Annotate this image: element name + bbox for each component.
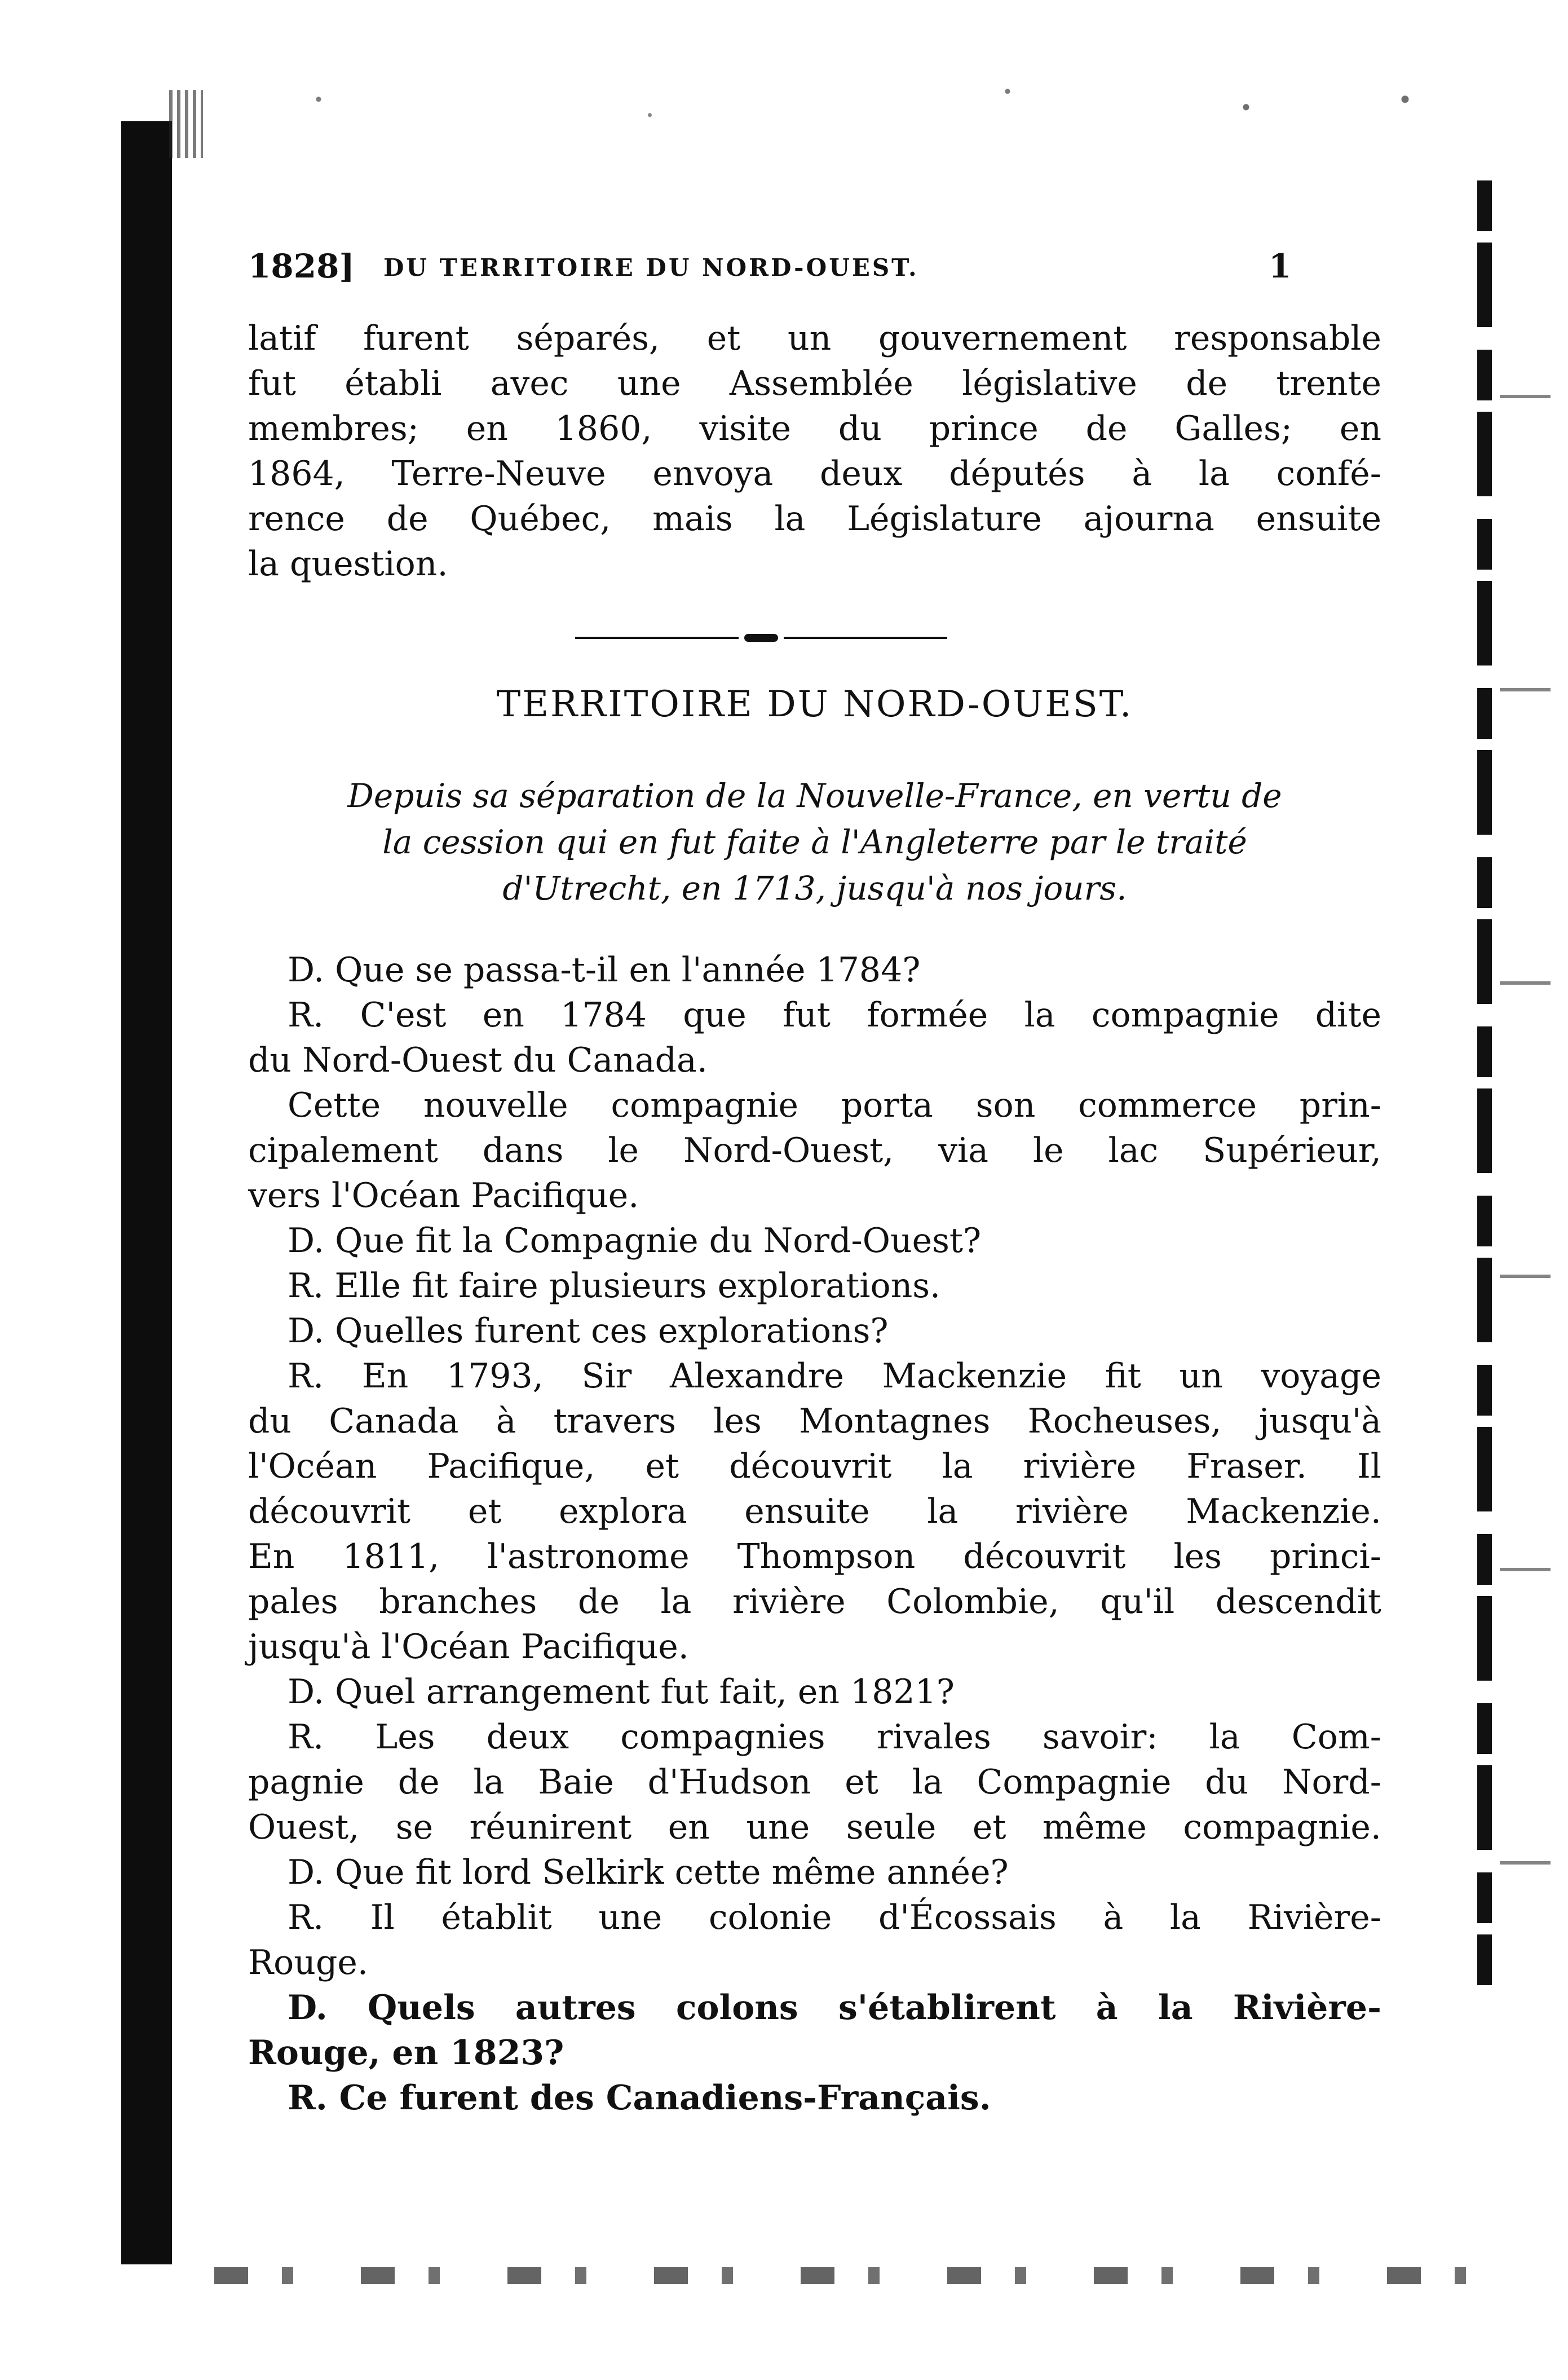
text-line: cipalement dans le Nord-Ouest, via le lac Supérieur,	[248, 1131, 1381, 1170]
running-head	[248, 247, 1398, 292]
text-line: 1864, Terre-Neuve envoya deux députés à la confé-	[248, 454, 1381, 493]
scan-right-edge	[1477, 180, 1492, 1985]
answer-line: R. Ce furent des Canadiens-Français.	[288, 2078, 991, 2118]
text-line: Rouge.	[248, 1943, 368, 1982]
text-line: Rouge, en 1823?	[248, 2033, 564, 2073]
question-line: D. Quels autres colons s'établirent à la Rivière-	[288, 1988, 1381, 2028]
text-line: Ouest, se réunirent en une seule et même compagnie.	[248, 1808, 1381, 1847]
text-line: Cette nouvelle compagnie porta son commerce prin-	[288, 1086, 1381, 1125]
question-line: D. Quel arrangement fut fait, en 1821?	[288, 1672, 955, 1712]
text-line: membres; en 1860, visite du prince de Galles; en	[248, 409, 1381, 448]
text-line: du Nord-Ouest du Canada.	[248, 1041, 708, 1080]
text-line: rence de Québec, mais la Législature ajourna ensuite	[248, 499, 1381, 539]
answer-line: R. Il établit une colonie d'Écossais à la Rivière-	[288, 1898, 1381, 1937]
scan-bottom-speckle	[214, 2267, 1466, 2284]
text-line: vers l'Océan Pacifique.	[248, 1176, 639, 1215]
ornament-rule-left	[575, 637, 739, 639]
question-line: D. Que se passa-t-il en l'année 1784?	[288, 950, 921, 990]
question-line: D. Que fit la Compagnie du Nord-Ouest?	[288, 1221, 982, 1260]
ornament-rule-right	[784, 637, 947, 639]
question-line: D. Quelles furent ces explorations?	[288, 1311, 889, 1351]
scan-right-edge-marks	[1500, 226, 1551, 2030]
answer-line: R. C'est en 1784 que fut formée la compagnie dite	[288, 995, 1381, 1035]
ornament-center	[744, 634, 778, 642]
question-line: D. Que fit lord Selkirk cette même année?	[288, 1853, 1009, 1892]
text-line: l'Océan Pacifique, et découvrit la rivière Fraser. Il	[248, 1447, 1381, 1486]
running-head-title: DU TERRITOIRE DU NORD-OUEST.	[383, 254, 919, 281]
answer-line: R. Elle fit faire plusieurs explorations.	[288, 1266, 941, 1306]
text-line: pagnie de la Baie d'Hudson et la Compagnie du Nord-	[248, 1762, 1381, 1802]
section-title: TERRITOIRE DU NORD-OUEST.	[496, 684, 1133, 725]
text-line: découvrit et explora ensuite la rivière Mackenzie.	[248, 1492, 1381, 1531]
answer-line: R. Les deux compagnies rivales savoir: la Com-	[288, 1717, 1381, 1757]
text-line: latif furent séparés, et un gouvernement responsable	[248, 319, 1381, 358]
scan-binding-shadow	[121, 121, 172, 2264]
subtitle-line: la cession qui en fut faite à l'Angleterre par le traité	[382, 823, 1247, 861]
text-line: En 1811, l'astronome Thompson découvrit les princi-	[248, 1537, 1381, 1576]
text-line: jusqu'à l'Océan Pacifique.	[248, 1627, 689, 1667]
qa-body	[248, 947, 1381, 2121]
subtitle-line: d'Utrecht, en 1713, jusqu'à nos jours.	[502, 869, 1127, 907]
subtitle-line: Depuis sa séparation de la Nouvelle-France, en vertu de	[347, 777, 1282, 815]
section-ornament	[575, 634, 947, 642]
running-head-year: 1828]	[248, 247, 355, 285]
text-line: du Canada à travers les Montagnes Rocheuses, jusqu'à	[248, 1401, 1381, 1441]
text-line: fut établi avec une Assemblée législative de trente	[248, 364, 1381, 403]
answer-line: R. En 1793, Sir Alexandre Mackenzie fit un voyage	[288, 1356, 1381, 1396]
text-line: la question.	[248, 544, 448, 584]
section-subtitle	[248, 773, 1381, 911]
intro-paragraph	[248, 316, 1381, 587]
page-number: 1	[1269, 247, 1292, 285]
scan-top-speckle	[186, 68, 1511, 147]
text-line: pales branches de la rivière Colombie, qu'il descendit	[248, 1582, 1381, 1621]
